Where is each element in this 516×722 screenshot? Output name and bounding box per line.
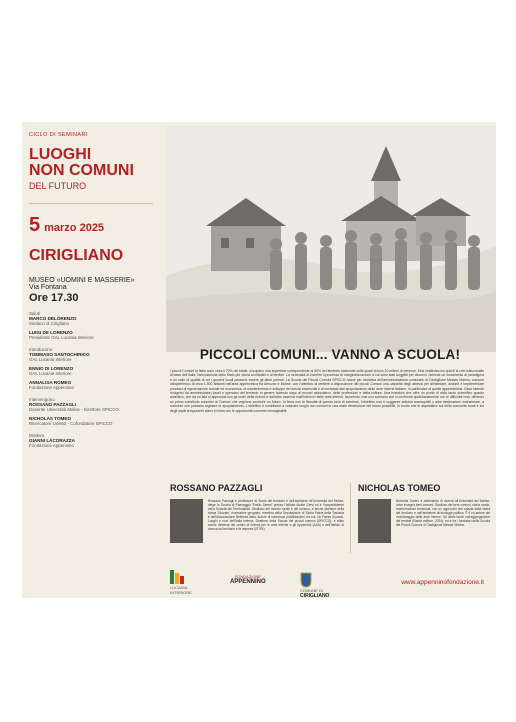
person-role: Ricercatore UniMol - Cofondatore SPICCO	[29, 421, 113, 426]
person-name: LUIGI DE LORENZO	[29, 330, 73, 335]
title-line2: NON COMUNI	[29, 162, 134, 179]
date-day: 5	[29, 214, 41, 236]
speaker-divider	[350, 483, 351, 553]
date-month-year: marzo 2025	[44, 222, 105, 234]
venue: MUSEO «UOMINI E MASSERIE»	[29, 277, 135, 284]
hero-illustration	[166, 126, 496, 352]
greetings-label: Saluti	[29, 311, 40, 316]
person-role: Presidente GAL Lucania Interiore	[29, 335, 94, 340]
person-name: NICHOLAS TOMEO	[29, 416, 72, 421]
main-title: PICCOLI COMUNI... VANNO A SCUOLA!	[199, 347, 461, 362]
person-role: GAL Lucania Interiore	[29, 371, 72, 376]
intro-block	[29, 347, 153, 390]
website-link[interactable]: www.appenninofondazione.it	[401, 579, 484, 586]
moderator-block	[29, 433, 153, 448]
poster	[22, 122, 496, 598]
event-date	[29, 214, 153, 237]
body-text: I piccoli Comuni in Italia sono circa il 70% del totale, occupano una superficie corrispondente al 60% del territorio nazionale sulla quale vivono 10 milioni di persone. Essi costituiscono quindi la rete istituzionale di base dell'Italia, l'articolazione dello Stato più vicina ai cittadini e ai territori. La necessità di invertire il processo di marginalizzazione a cui sono stati soggetti per decenni, richiede un mutamento di paradigma e un salto di qualità di cui i governi locali possono essere gli attori primari. La Scuola dei Piccoli Comuni SPICCO nasce per iniziativa dell'amministrazione comunale di Castiglione Messer Marino, comune ultraperiferico di circa 1.500 abitanti nell'area appenninica fra Abruzzo e Molise, con l'obiettivo di mettere a disposizione dei piccoli Comuni una cassetta degli attrezzi per alimentare, avviare e implementare processi di rigenerazione sociale ed economica, di mantenimento e sviluppo dei servizi essenziali e di contrasto allo spopolamento delle aree interne italiane, in particolare di quelle appenniniche. Essa intende rivolgersi ad amministratori locali e operatori del territorio in genere facendo capo al mondo associativo, delle professioni e della cultura. Una iniziativa che offre un punto di vista tanto scientifico quanto autentico, che da un lato si approccia con gli occhi della ricerca e dall'altro osserva «dall'interno» delle aree interne, favorendo così uno scenario che si confronta quotidianamente con le difficoltà reali, offrendo un primo contributo concreto ai Comuni che vogliono costruire un futuro. In linea con la filosofia di questo ciclo di seminari, l'obiettivo non è suggerire antidoti cosmopoliti o altre destinazioni mainstream, a soluzioni che possano arginare lo spopolamento. L'obiettivo è contribuire a costruire luoghi non comuni in una reale dimensione del futuro possibile, in modo che le aspettative sui della comunità locali e sui degli ospiti temporanei siano in linea con le opportunità concrete immaginabili.	[170, 369, 484, 413]
speaker-photo	[170, 499, 203, 543]
lucania-logo-text: LUCANIA INTERIORE	[170, 585, 192, 595]
person-role: Fondazione Appennino	[29, 443, 74, 448]
logo-bar	[170, 568, 490, 599]
speakers-label: Intervengono	[29, 397, 55, 402]
village-silhouette-illustration	[166, 126, 496, 352]
speaker-name: NICHOLAS TOMEO	[358, 483, 441, 493]
series-label: CICLO DI SEMINARI	[29, 132, 88, 138]
person-name: ENNIO DI LORENZO	[29, 366, 74, 371]
speaker-photo	[358, 499, 391, 543]
coat-of-arms-icon	[300, 572, 312, 588]
street: Via Fontana	[29, 284, 67, 291]
fondazione-logo-line1: FONDAZIONE	[234, 574, 261, 579]
subtitle: DEL FUTURO	[29, 181, 87, 191]
comune-logo-line2: CIRIGLIANO	[300, 593, 330, 599]
person-name: ROSSANO PAZZAGLI	[29, 402, 77, 407]
city: CIRIGLIANO	[29, 247, 124, 264]
person-name: MARCO DELORENZO	[29, 316, 77, 321]
lucania-logo-icon	[170, 570, 188, 584]
person-role: Sindaco di Cirigliano	[29, 321, 70, 326]
speaker-bio: Nicholas Tomeo è dottorando di ricerca all'Università del Molise, dove insegna beni comuni. Studioso dei beni comuni, storia rurale, trasformazioni territoriali, con un approccio che spazia dalla storia del territorio e dell'ambiente all'ecologia politica. È il co-autore del monitoraggio delle aree interne. Gli ultimi lavori sull'aggregazione dei territori (Radici editore, 2024), ed è fra i fondatori della Scuola dei Piccoli Comuni di Castiglione Messer Marino.	[396, 499, 490, 527]
person-role: GAL Lucania Interiore	[29, 357, 72, 362]
event-time: Ore 17.30	[29, 292, 79, 304]
comune-cirigliano-logo	[300, 572, 329, 599]
comune-logo-line1: COMUNE DI	[300, 588, 323, 593]
speaker-bio: Rossano Pazzagli è professore di Storia del territorio e dell'ambiente all'Università del Molise, dirige la Scuola di Paesaggio 'Emilio Sereni' presso l'Istituto Alcide Cervi ed è Vicepresidente della Società dei Territorialisti. Studioso del mondo rurale e del turismo, è anche direttore della rivista 'Glocale', ricercatore geografo, membro della Deputazione di Storia Patria della Toscana e dell'Associazione Bellezza Italia. Autore di numerose pubblicazioni, fra cui: Un Paese di paesi. Luoghi e voci dell'Italia interna. Direttore della Scuola dei piccoli comuni (SPICCO), è stato anche direttore del centro di ricerca per le aree interne e gli Appennini (ArIA) e dell'Istituto di ricerca sul territorio e le imprese (ISTRI).	[208, 499, 344, 531]
fondazione-appennino-logo	[230, 574, 266, 585]
person-name: GIANNI LACORAZZA	[29, 438, 75, 443]
lucania-interiore-logo	[170, 570, 200, 595]
person-role: Docente Università Molise - Direttore SPICCO	[29, 407, 119, 412]
speaker-card	[170, 483, 346, 531]
person-name: ANNALISA ROMEO	[29, 380, 72, 385]
fondazione-logo-line2: APPENNINO	[230, 579, 266, 585]
intro-label: Introducono	[29, 347, 53, 352]
speaker-name: ROSSANO PAZZAGLI	[170, 483, 263, 493]
moderator-label: Modera	[29, 433, 44, 438]
divider	[29, 203, 153, 204]
person-role: Fondazione Appennino	[29, 385, 74, 390]
person-name: TOMMASO SANTOCHIRICO	[29, 352, 90, 357]
sidebar	[22, 122, 160, 598]
title-line1: LUOGHI	[29, 146, 92, 163]
speaker-card	[358, 483, 490, 527]
greetings-block	[29, 311, 153, 340]
speakers-block	[29, 397, 153, 426]
